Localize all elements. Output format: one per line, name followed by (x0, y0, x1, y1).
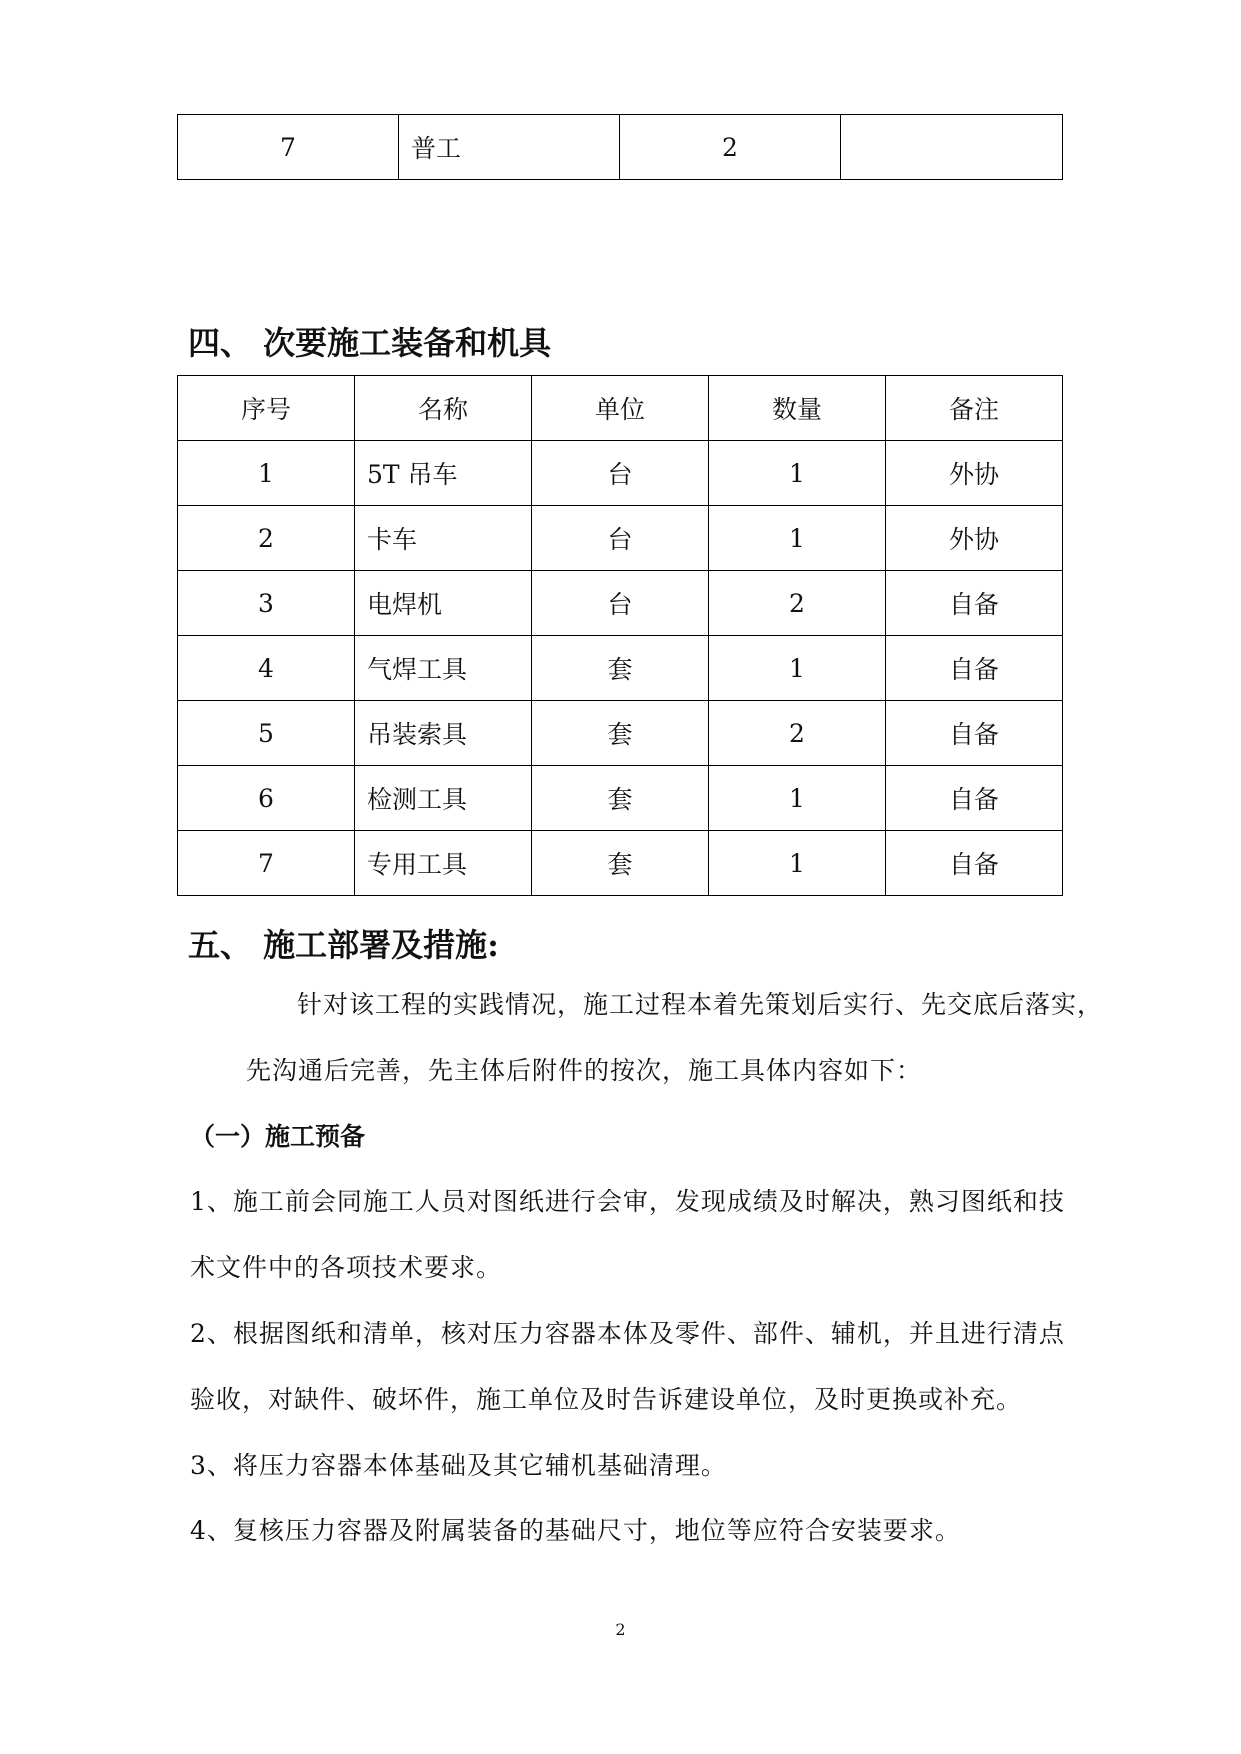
table-cell: 2 (620, 115, 841, 180)
table-cell: 5 (178, 701, 355, 766)
table-cell: 套 (532, 636, 709, 701)
table-cell: 1 (709, 831, 886, 896)
column-header: 单位 (532, 376, 709, 441)
list-item-1-line1: 1、施工前会同施工人员对图纸进行会审，发现成绩及时解决，熟习图纸和技 (190, 1187, 1065, 1216)
section4-heading: 四、 次要施工装备和机具 (188, 324, 552, 362)
subsection-heading-preparation: （一）施工预备 (190, 1122, 366, 1151)
table-cell: 专用工具 (355, 831, 532, 896)
table-row (178, 636, 1063, 701)
table-cell: 2 (709, 701, 886, 766)
table-cell: 2 (709, 571, 886, 636)
table-cell: 7 (178, 115, 399, 180)
column-header: 备注 (886, 376, 1063, 441)
list-item-3: 3、将压力容器本体基础及其它辅机基础清理。 (190, 1451, 727, 1480)
table-cell: 检测工具 (355, 766, 532, 831)
table-cell: 电焊机 (355, 571, 532, 636)
table-row (178, 571, 1063, 636)
table-cell: 1 (709, 506, 886, 571)
staff-table-continuation (177, 114, 1063, 180)
table-cell: 套 (532, 831, 709, 896)
table-row (178, 441, 1063, 506)
table-cell: 1 (709, 636, 886, 701)
table-row (178, 831, 1063, 896)
table-cell: 7 (178, 831, 355, 896)
table-cell: 1 (709, 766, 886, 831)
table-cell: 2 (178, 506, 355, 571)
intro-paragraph-line2: 先沟通后完善，先主体后附件的按次，施工具体内容如下： (246, 1056, 923, 1085)
equipment-table (177, 375, 1063, 896)
column-header: 数量 (709, 376, 886, 441)
table-cell: 台 (532, 441, 709, 506)
table-cell: 自备 (886, 701, 1063, 766)
table-cell: 6 (178, 766, 355, 831)
list-item-2-line2: 验收，对缺件、破坏件，施工单位及时告诉建设单位，及时更换或补充。 (190, 1385, 1023, 1414)
section5-heading: 五、 施工部署及措施: (188, 926, 499, 964)
table-row (178, 766, 1063, 831)
list-item-4: 4、复核压力容器及附属装备的基础尺寸，地位等应符合安装要求。 (190, 1516, 961, 1545)
table-cell (841, 115, 1063, 180)
table-cell: 自备 (886, 636, 1063, 701)
table-cell: 气焊工具 (355, 636, 532, 701)
table-cell: 台 (532, 571, 709, 636)
table-row (178, 115, 1063, 180)
column-header: 名称 (355, 376, 532, 441)
table-header-row (178, 376, 1063, 441)
table-cell: 吊装索具 (355, 701, 532, 766)
list-item-1-line2: 术文件中的各项技术要求。 (190, 1253, 503, 1282)
table-cell: 外协 (886, 506, 1063, 571)
table-cell: 1 (709, 441, 886, 506)
table-cell: 外协 (886, 441, 1063, 506)
table-cell: 4 (178, 636, 355, 701)
table-cell: 3 (178, 571, 355, 636)
column-header: 序号 (178, 376, 355, 441)
table-cell: 套 (532, 766, 709, 831)
list-item-2-line1: 2、根据图纸和清单，核对压力容器本体及零件、部件、辅机，并且进行清点 (190, 1319, 1065, 1348)
table-cell: 普工 (399, 115, 620, 180)
table-cell: 卡车 (355, 506, 532, 571)
table-cell: 5T 吊车 (355, 441, 532, 506)
table-cell: 1 (178, 441, 355, 506)
table-cell: 自备 (886, 831, 1063, 896)
table-cell: 套 (532, 701, 709, 766)
page-number: 2 (615, 1620, 626, 1639)
intro-paragraph-line1: 针对该工程的实践情况，施工过程本着先策划后实行、先交底后落实， (297, 990, 1104, 1019)
table-cell: 台 (532, 506, 709, 571)
table-cell: 自备 (886, 571, 1063, 636)
table-cell: 自备 (886, 766, 1063, 831)
table-row (178, 701, 1063, 766)
table-row (178, 506, 1063, 571)
